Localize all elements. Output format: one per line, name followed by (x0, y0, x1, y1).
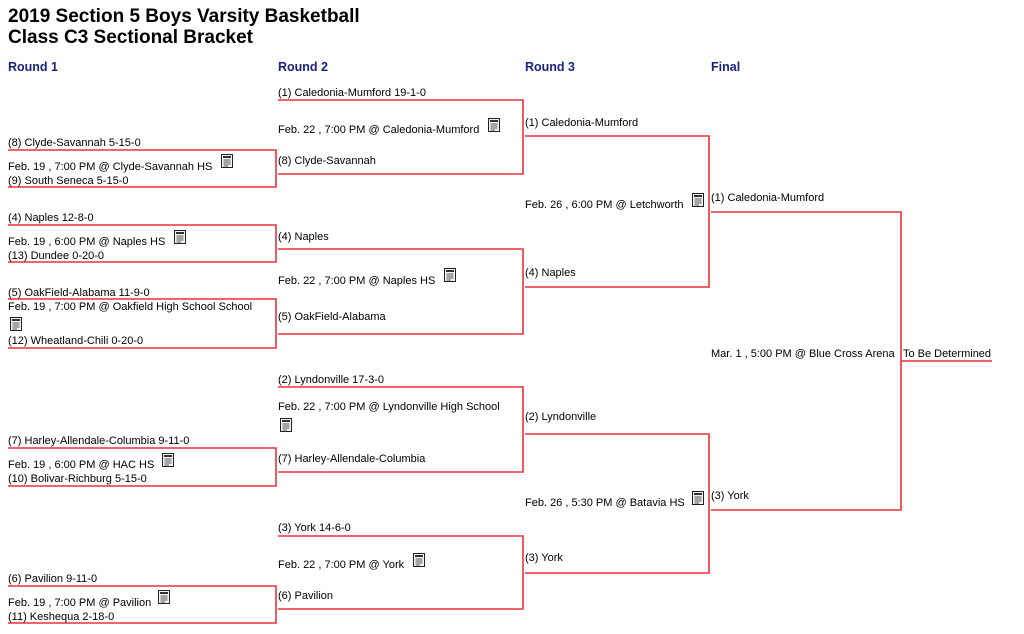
r2-g3-top-team: (2) Lyndonville 17-3-0 (278, 374, 384, 386)
r3-g2-bottom-team: (3) York (525, 552, 563, 564)
r2-g2-bottom-team: (5) OakField-Alabama (278, 311, 386, 323)
round-1-header: Round 1 (8, 60, 58, 74)
page-subtitle: Class C3 Sectional Bracket (8, 27, 254, 48)
r1-g4-game-info: Feb. 19 , 6:00 PM @ HAC HS (8, 459, 155, 471)
r1-g4-bottom-team: (10) Bolivar-Richburg 5-15-0 (8, 473, 147, 485)
r2-g3-bottom-team: (7) Harley-Allendale-Columbia (278, 453, 426, 465)
round-2-header: Round 2 (278, 60, 328, 74)
r1-g5-game-info: Feb. 19 , 7:00 PM @ Pavilion (8, 597, 152, 609)
document-icon[interactable] (174, 230, 186, 244)
page-title: 2019 Section 5 Boys Varsity Basketball (8, 6, 360, 27)
final-top-team: (1) Caledonia-Mumford (711, 192, 825, 204)
r3-g1-game-info: Feb. 26 , 6:00 PM @ Letchworth (525, 199, 684, 211)
r2-g1-game-info: Feb. 22 , 7:00 PM @ Caledonia-Mumford (278, 124, 480, 136)
document-icon[interactable] (444, 268, 456, 282)
r2-g4-game-info: Feb. 22 , 7:00 PM @ York (278, 559, 405, 571)
r3-g1-bottom-team: (4) Naples (525, 267, 576, 279)
r1-g3-game-info: Feb. 19 , 7:00 PM @ Oakfield High School School (8, 301, 253, 313)
r1-g2-game-info: Feb. 19 , 6:00 PM @ Naples HS (8, 236, 166, 248)
final-bottom-team: (3) York (711, 490, 749, 502)
document-icon[interactable] (413, 553, 425, 567)
document-icon[interactable] (692, 491, 704, 505)
document-icon[interactable] (162, 453, 174, 467)
winner-label: To Be Determined (903, 348, 992, 360)
document-icon[interactable] (10, 317, 22, 331)
r1-g2-top-team: (4) Naples 12-8-0 (8, 212, 94, 224)
r2-g3-game-info: Feb. 22 , 7:00 PM @ Lyndonville High School (278, 401, 500, 413)
r2-g1-top-team: (1) Caledonia-Mumford 19-1-0 (278, 87, 426, 99)
round-3-header: Round 3 (525, 60, 575, 74)
r1-g1-game-info: Feb. 19 , 7:00 PM @ Clyde-Savannah HS (8, 161, 213, 173)
r1-g1-bottom-team: (9) South Seneca 5-15-0 (8, 175, 129, 187)
r2-g4-top-team: (3) York 14-6-0 (278, 522, 351, 534)
r1-g3-bottom-team: (12) Wheatland-Chili 0-20-0 (8, 335, 144, 347)
r1-g5-top-team: (6) Pavilion 9-11-0 (8, 573, 98, 585)
r2-g4-bottom-team: (6) Pavilion (278, 590, 334, 602)
r2-g2-game-info: Feb. 22 , 7:00 PM @ Naples HS (278, 275, 436, 287)
final-game-info: Mar. 1 , 5:00 PM @ Blue Cross Arena (711, 348, 895, 360)
r2-g2-top-team: (4) Naples (278, 231, 329, 243)
r1-g1-top-team: (8) Clyde-Savannah 5-15-0 (8, 137, 141, 149)
r2-g1-bottom-team: (8) Clyde-Savannah (278, 155, 376, 167)
document-icon[interactable] (221, 154, 233, 168)
document-icon[interactable] (280, 418, 292, 432)
final-header: Final (711, 60, 741, 74)
r3-g1-top-team: (1) Caledonia-Mumford (525, 117, 639, 129)
document-icon[interactable] (692, 193, 704, 207)
r1-g4-top-team: (7) Harley-Allendale-Columbia 9-11-0 (8, 435, 190, 447)
r3-g2-top-team: (2) Lyndonville (525, 411, 597, 423)
r1-g3-top-team: (5) OakField-Alabama 11-9-0 (8, 287, 150, 299)
r1-g5-bottom-team: (11) Keshequa 2-18-0 (8, 611, 115, 623)
r3-g2-game-info: Feb. 26 , 5:30 PM @ Batavia HS (525, 497, 685, 509)
document-icon[interactable] (488, 118, 500, 132)
bracket-line-final (711, 212, 901, 510)
document-icon[interactable] (158, 590, 170, 604)
r1-g2-bottom-team: (13) Dundee 0-20-0 (8, 250, 105, 262)
